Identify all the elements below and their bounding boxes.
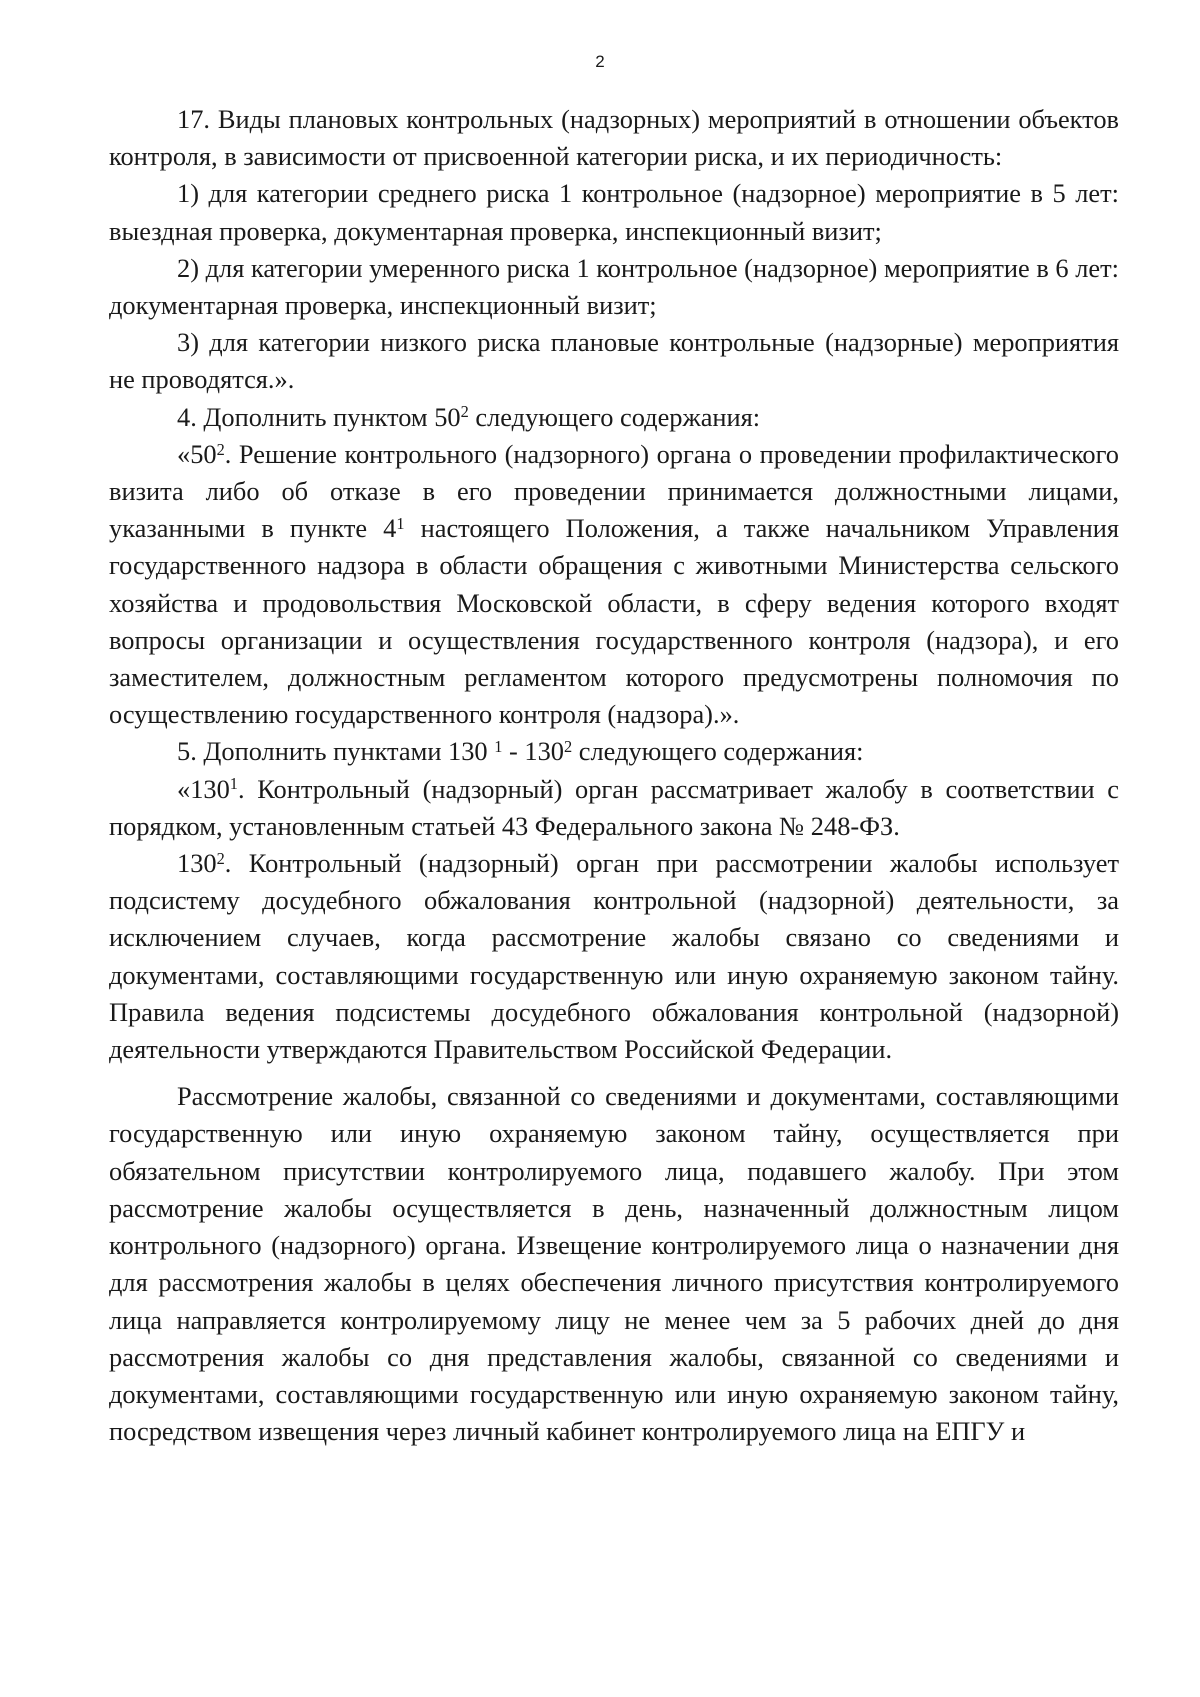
paragraph-low-risk: 3) для категории низкого риска плановые контрольные (надзорные) мероприятия не проводятся.». <box>109 327 1119 395</box>
text-run: . Решение контрольного (надзорного) органа о проведении профилактического визита либо об отказе в его проведении принимается должностными лицами, указанными в пункте 4 <box>109 438 1119 544</box>
text-run: следующего содержания: <box>468 401 761 432</box>
paragraph-17-plan-types: 17. Виды плановых контрольных (надзорных) мероприятий в отношении объектов контроля, в зависимости от присвоенной категории риска, и их периодичность: <box>109 104 1119 172</box>
page-number: 2 <box>595 52 605 71</box>
text-run: «50 <box>177 438 217 469</box>
paragraph-add-130 <box>109 733 1119 770</box>
text-run: - 130 <box>502 736 564 767</box>
superscript: 1 <box>396 514 405 534</box>
text-run: . Контрольный (надзорный) орган рассматривает жалобу в соответствии с порядком, установленным статьей 43 Федерального закона № 248-ФЗ. <box>109 773 1119 841</box>
paragraph-130-1 <box>109 771 1119 845</box>
superscript: 2 <box>564 737 573 757</box>
superscript: 1 <box>494 737 503 757</box>
text-run: настоящего Положения, а также начальником Управления государственного надзора в области обращения с животными Министерства сельского хозяйства и продовольствия Московской области, в сферу ведения которого входят вопросы организации и осуществления государственного контроля (надзора), и его заместителем, должностным регламентом которого предусмотрены полномочия по осуществлению государственного контроля (надзора).». <box>109 513 1119 730</box>
text-run: 4. Дополнить пунктом 50 <box>177 401 461 432</box>
paragraph-complaint-review: Рассмотрение жалобы, связанной со сведениями и документами, составляющими государственную или иную охраняемую законом тайну, осуществляется при обязательном присутствии контролируемого лица, подавшего жалобу. При этом рассмотрение жалобы осуществляется в день, назначенный должностным лицом контрольного (надзорного) органа. Извещение контролируемого лица о назначении дня для рассмотрения жалобы в целях обеспечения личного присутствия контролируемого лица направляется контролируемому лицу не менее чем за 5 рабочих дней до дня рассмотрения жалобы со дня представления жалобы, связанной со сведениями и документами, составляющими государственную или иную охраняемую законом тайну, посредством извещения через личный кабинет контролируемого лица на ЕПГУ и <box>109 1081 1119 1447</box>
document-body <box>109 101 1119 1450</box>
paragraph-add-50-2 <box>109 399 1119 436</box>
paragraph-moderate-risk: 2) для категории умеренного риска 1 контрольное (надзорное) мероприятие в 6 лет: документарная проверка, инспекционный визит; <box>109 252 1119 321</box>
superscript: 2 <box>216 439 225 459</box>
paragraph-130-2 <box>109 845 1119 1068</box>
superscript: 2 <box>460 402 469 422</box>
text-run: 5. Дополнить пунктами 130 <box>177 736 495 767</box>
text-run: «130 <box>177 773 230 804</box>
superscript: 2 <box>216 848 225 868</box>
superscript: 1 <box>229 774 238 794</box>
text-run: следующего содержания: <box>572 736 864 767</box>
paragraph-medium-risk: 1) для категории среднего риска 1 контрольное (надзорное) мероприятие в 5 лет: выездная проверка, документарная проверка, инспекционный визит; <box>109 178 1119 246</box>
text-run: . Контрольный (надзорный) орган при рассмотрении жалобы использует подсистему досудебного обжалования контрольной (надзорной) деятельности, за исключением случаев, когда рассмотрение жалобы связано со сведениями и документами, составляющими государственную или иную охраняемую законом тайну. Правила ведения подсистемы досудебного обжалования контрольной (надзорной) деятельности утверждаются Правительством Российской Федерации. <box>109 848 1119 1065</box>
text-run: 130 <box>177 848 217 879</box>
paragraph-50-2-text <box>109 436 1119 734</box>
